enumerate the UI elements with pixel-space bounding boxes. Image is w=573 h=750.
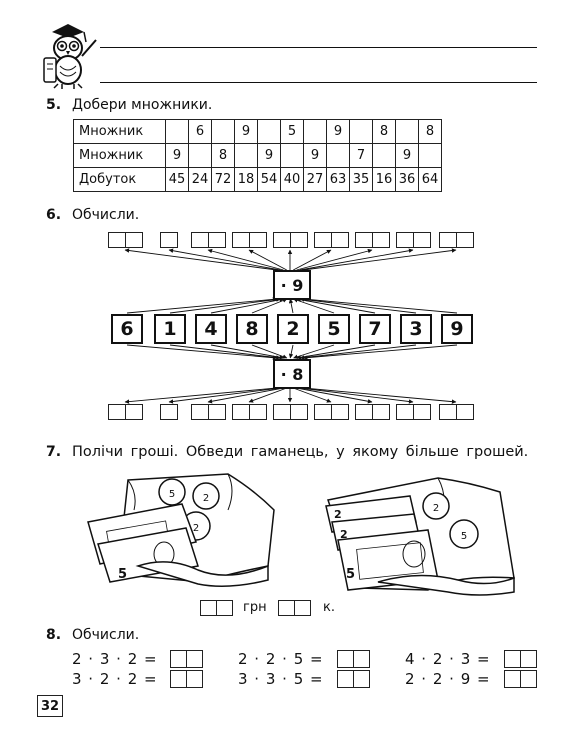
number-box: 6: [111, 314, 143, 344]
svg-text:2: 2: [334, 508, 342, 521]
times8-answer-box[interactable]: [314, 404, 349, 420]
svg-text:5: 5: [346, 567, 356, 582]
svg-text:2: 2: [202, 493, 210, 504]
number-box: 7: [359, 314, 391, 344]
table-cell: 45: [166, 168, 189, 192]
page-number: 32: [37, 695, 63, 717]
wallet-left-illustration[interactable]: [78, 470, 278, 590]
arrow-times8-to-answer: [297, 388, 372, 402]
table-cell: 63: [327, 168, 350, 192]
times9-answer-box[interactable]: [108, 232, 143, 248]
table-cell[interactable]: 8: [373, 120, 396, 144]
task5-instruction: Добери множники.: [72, 97, 213, 113]
arrow-number-to-times9: [290, 299, 293, 313]
svg-text:5: 5: [460, 531, 468, 542]
arrow-number-to-times8: [297, 345, 375, 358]
times9-answer-box[interactable]: [439, 232, 474, 248]
expression-answer-box[interactable]: [170, 650, 203, 668]
number-box: 1: [154, 314, 186, 344]
table-cell[interactable]: 9: [304, 144, 327, 168]
task8-instruction: Обчисли.: [72, 627, 140, 643]
table-cell[interactable]: 8: [212, 144, 235, 168]
table-cell: 36: [396, 168, 419, 192]
arrow-times9-to-answer: [300, 250, 413, 270]
arrow-number-to-times8: [127, 345, 277, 358]
expression-answer-box[interactable]: [337, 650, 370, 668]
times8-answer-box[interactable]: [108, 404, 143, 420]
expression: 2 · 2 · 5 =: [238, 650, 324, 668]
times8-answer-box[interactable]: [191, 404, 226, 420]
arrow-times9-to-answer: [169, 250, 280, 270]
times8-answer-box[interactable]: [160, 404, 178, 420]
row-label: Добуток: [74, 168, 166, 192]
arrow-number-to-times9: [303, 299, 457, 313]
arrow-number-to-times9: [297, 299, 375, 313]
arrow-number-to-times8: [300, 345, 416, 358]
arrow-times8-to-answer: [169, 388, 280, 402]
number-box: 2: [277, 314, 309, 344]
times9-answer-box[interactable]: [314, 232, 349, 248]
number-box: 9: [441, 314, 473, 344]
kopeck-answer-box[interactable]: [278, 600, 311, 616]
expression-answer-box[interactable]: [170, 670, 203, 688]
times9-answer-box[interactable]: [273, 232, 308, 248]
times9-answer-box[interactable]: [355, 232, 390, 248]
svg-text:5: 5: [168, 489, 176, 500]
expression-answer-box[interactable]: [504, 670, 537, 688]
task6-number: 6.: [46, 207, 62, 223]
operator-times-8: · 8: [273, 359, 311, 389]
expression: 3 · 3 · 5 =: [238, 670, 324, 688]
table-cell: 54: [258, 168, 281, 192]
arrow-times9-to-answer: [297, 250, 372, 270]
table-cell: 64: [419, 168, 442, 192]
number-box: 4: [195, 314, 227, 344]
table-cell: 27: [304, 168, 327, 192]
times9-answer-box[interactable]: [160, 232, 178, 248]
arrow-times9-to-answer: [208, 250, 283, 270]
table-cell[interactable]: 9: [235, 120, 258, 144]
task5-number: 5.: [46, 97, 62, 113]
expression: 2 · 3 · 2 =: [72, 650, 158, 668]
table-cell[interactable]: 9: [327, 120, 350, 144]
times8-answer-box[interactable]: [355, 404, 390, 420]
table-cell[interactable]: 5: [281, 120, 304, 144]
expression-answer-box[interactable]: [504, 650, 537, 668]
arrow-number-to-times9: [170, 299, 280, 313]
operator-times-9: · 9: [273, 270, 311, 300]
times9-answer-box[interactable]: [191, 232, 226, 248]
times9-answer-box[interactable]: [396, 232, 431, 248]
table-cell[interactable]: 9: [396, 144, 419, 168]
arrow-number-to-times9: [300, 299, 416, 313]
number-box: 3: [400, 314, 432, 344]
hryvnia-unit-label: грн: [243, 600, 267, 615]
number-box: 5: [318, 314, 350, 344]
row-label: Множник: [74, 144, 166, 168]
table-cell: 18: [235, 168, 258, 192]
expression: 4 · 2 · 3 =: [405, 650, 491, 668]
table-cell[interactable]: 9: [258, 144, 281, 168]
kopeck-unit-label: к.: [323, 600, 335, 615]
table-cell: 40: [281, 168, 304, 192]
wallet-right-illustration[interactable]: [318, 470, 518, 598]
arrow-times8-to-answer: [300, 388, 413, 402]
task7-instruction: Полічи гроші. Обведи гаманець, у якому більше грошей.: [72, 444, 529, 460]
times8-answer-box[interactable]: [439, 404, 474, 420]
table-cell[interactable]: 9: [166, 144, 189, 168]
task6-instruction: Обчисли.: [72, 207, 140, 223]
table-cell[interactable]: 7: [350, 144, 373, 168]
table-cell[interactable]: 6: [189, 120, 212, 144]
times9-answer-box[interactable]: [232, 232, 267, 248]
svg-text:2: 2: [432, 503, 440, 514]
hryvnia-answer-box[interactable]: [200, 600, 233, 616]
arrow-times8-to-answer: [208, 388, 283, 402]
row-label: Множник: [74, 120, 166, 144]
times8-answer-box[interactable]: [273, 404, 308, 420]
times8-answer-box[interactable]: [396, 404, 431, 420]
table-cell[interactable]: 8: [419, 120, 442, 144]
svg-text:5: 5: [118, 567, 128, 582]
arrow-number-to-times8: [303, 345, 457, 358]
expression-answer-box[interactable]: [337, 670, 370, 688]
svg-text:2: 2: [192, 523, 200, 534]
expression: 2 · 2 · 9 =: [405, 670, 491, 688]
arrow-number-to-times8: [170, 345, 280, 358]
times8-answer-box[interactable]: [232, 404, 267, 420]
table-cell: 24: [189, 168, 212, 192]
table-cell: 16: [373, 168, 396, 192]
svg-text:2: 2: [340, 528, 348, 541]
task8-number: 8.: [46, 627, 62, 643]
table-cell: 72: [212, 168, 235, 192]
expression: 3 · 2 · 2 =: [72, 670, 158, 688]
task7-number: 7.: [46, 444, 62, 460]
arrow-number-to-times8: [290, 345, 293, 358]
table-cell: 35: [350, 168, 373, 192]
number-box: 8: [236, 314, 268, 344]
arrow-number-to-times9: [127, 299, 277, 313]
